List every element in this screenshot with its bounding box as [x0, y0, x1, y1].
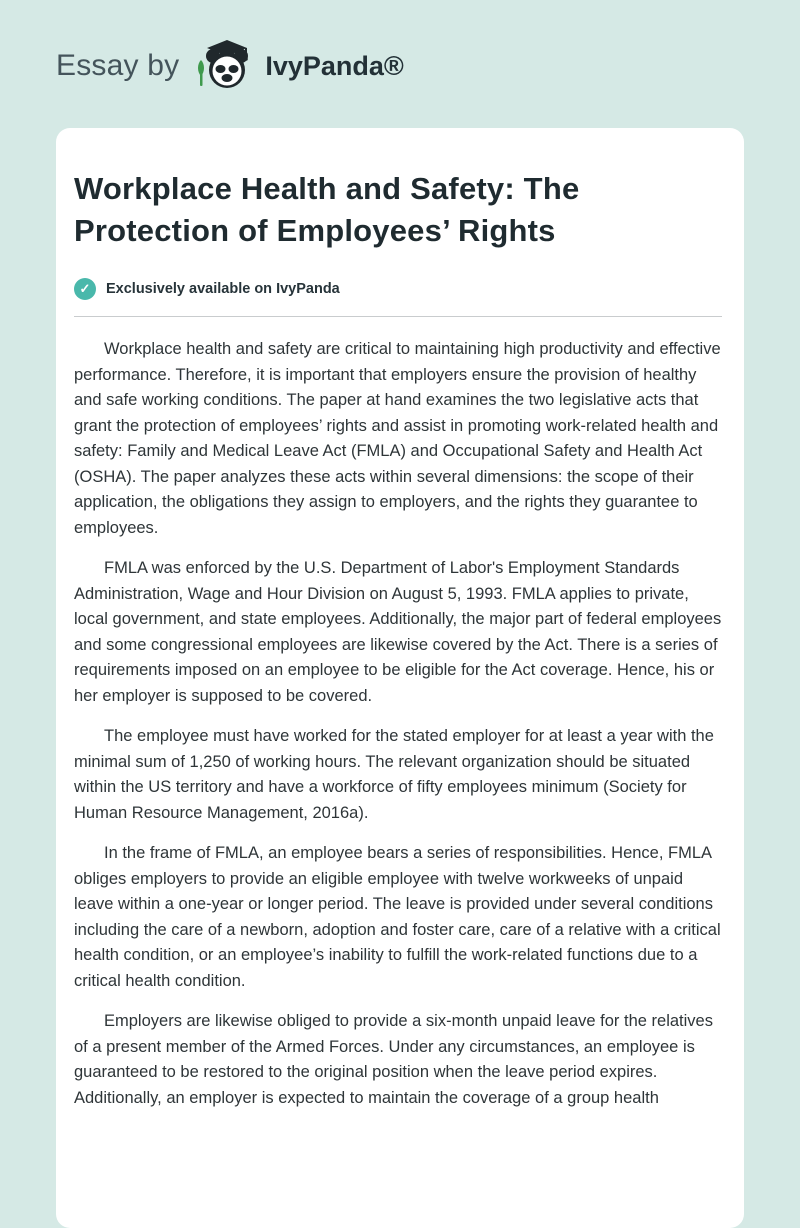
paragraph: FMLA was enforced by the U.S. Department of Labor's Employment Standards Administration, Wage and Hour Division on August 5, 1993. FMLA applies to private, local government, and state employees. Additionally, the major part of federal employees and some congressional employees are likewise covered by the Act. There is a series of requirements imposed on an employee to be eligible for the Act coverage. Hence, his or her employer is supposed to be covered. [74, 559, 722, 705]
site-header [0, 0, 800, 118]
brand-name: IvyPanda® [265, 50, 404, 81]
availability-badge-label: Exclusively available on IvyPanda [106, 281, 340, 297]
paragraph: Workplace health and safety are critical to maintaining high productivity and effective performance. Therefore, it is important that employers ensure the provision of healthy and safe working conditions. The paper at hand examines the two legislative acts that grant the protection of employees’ rights and assist in promoting work-related health and safety: Family and Medical Leave Act (FMLA) and Occupational Safety and Health Act (OSHA). The paper analyzes these acts within several dimensions: the scope of their application, the obligations they assign to employers, and the rights they guarantee to employees. [74, 340, 721, 537]
ivypanda-panda-icon [193, 38, 257, 94]
essay-by-label: Essay by [56, 49, 180, 82]
availability-badge [74, 278, 722, 300]
divider [74, 316, 722, 317]
essay-card [56, 128, 744, 1228]
paragraph: In the frame of FMLA, an employee bears a series of responsibilities. Hence, FMLA obliges employers to provide an eligible employee with twelve workweeks of unpaid leave within a one-year or longer period. The leave is provided under several conditions including the care of a newborn, adoption and foster care, care of a relative with a critical health condition, or an employee’s inability to fulfill the work-related functions due to a critical health condition. [74, 844, 721, 990]
check-icon: ✓ [74, 278, 96, 300]
brand-logo[interactable] [193, 38, 403, 94]
paragraph: The employee must have worked for the stated employer for at least a year with the minimal sum of 1,250 of working hours. The relevant organization should be situated within the US territory and have a workforce of fifty employees minimum (Society for Human Resource Management, 2016a). [74, 727, 714, 822]
page-title: Workplace Health and Safety: The Protection of Employees’ Rights [74, 171, 580, 248]
essay-body [74, 337, 722, 1111]
paragraph: Employers are likewise obliged to provide a six-month unpaid leave for the relatives of a present member of the Armed Forces. Under any circumstances, an employee is guaranteed to be restored to the original position when the leave period expires. Additionally, an employer is expected to maintain the coverage of a group health [74, 1012, 713, 1107]
